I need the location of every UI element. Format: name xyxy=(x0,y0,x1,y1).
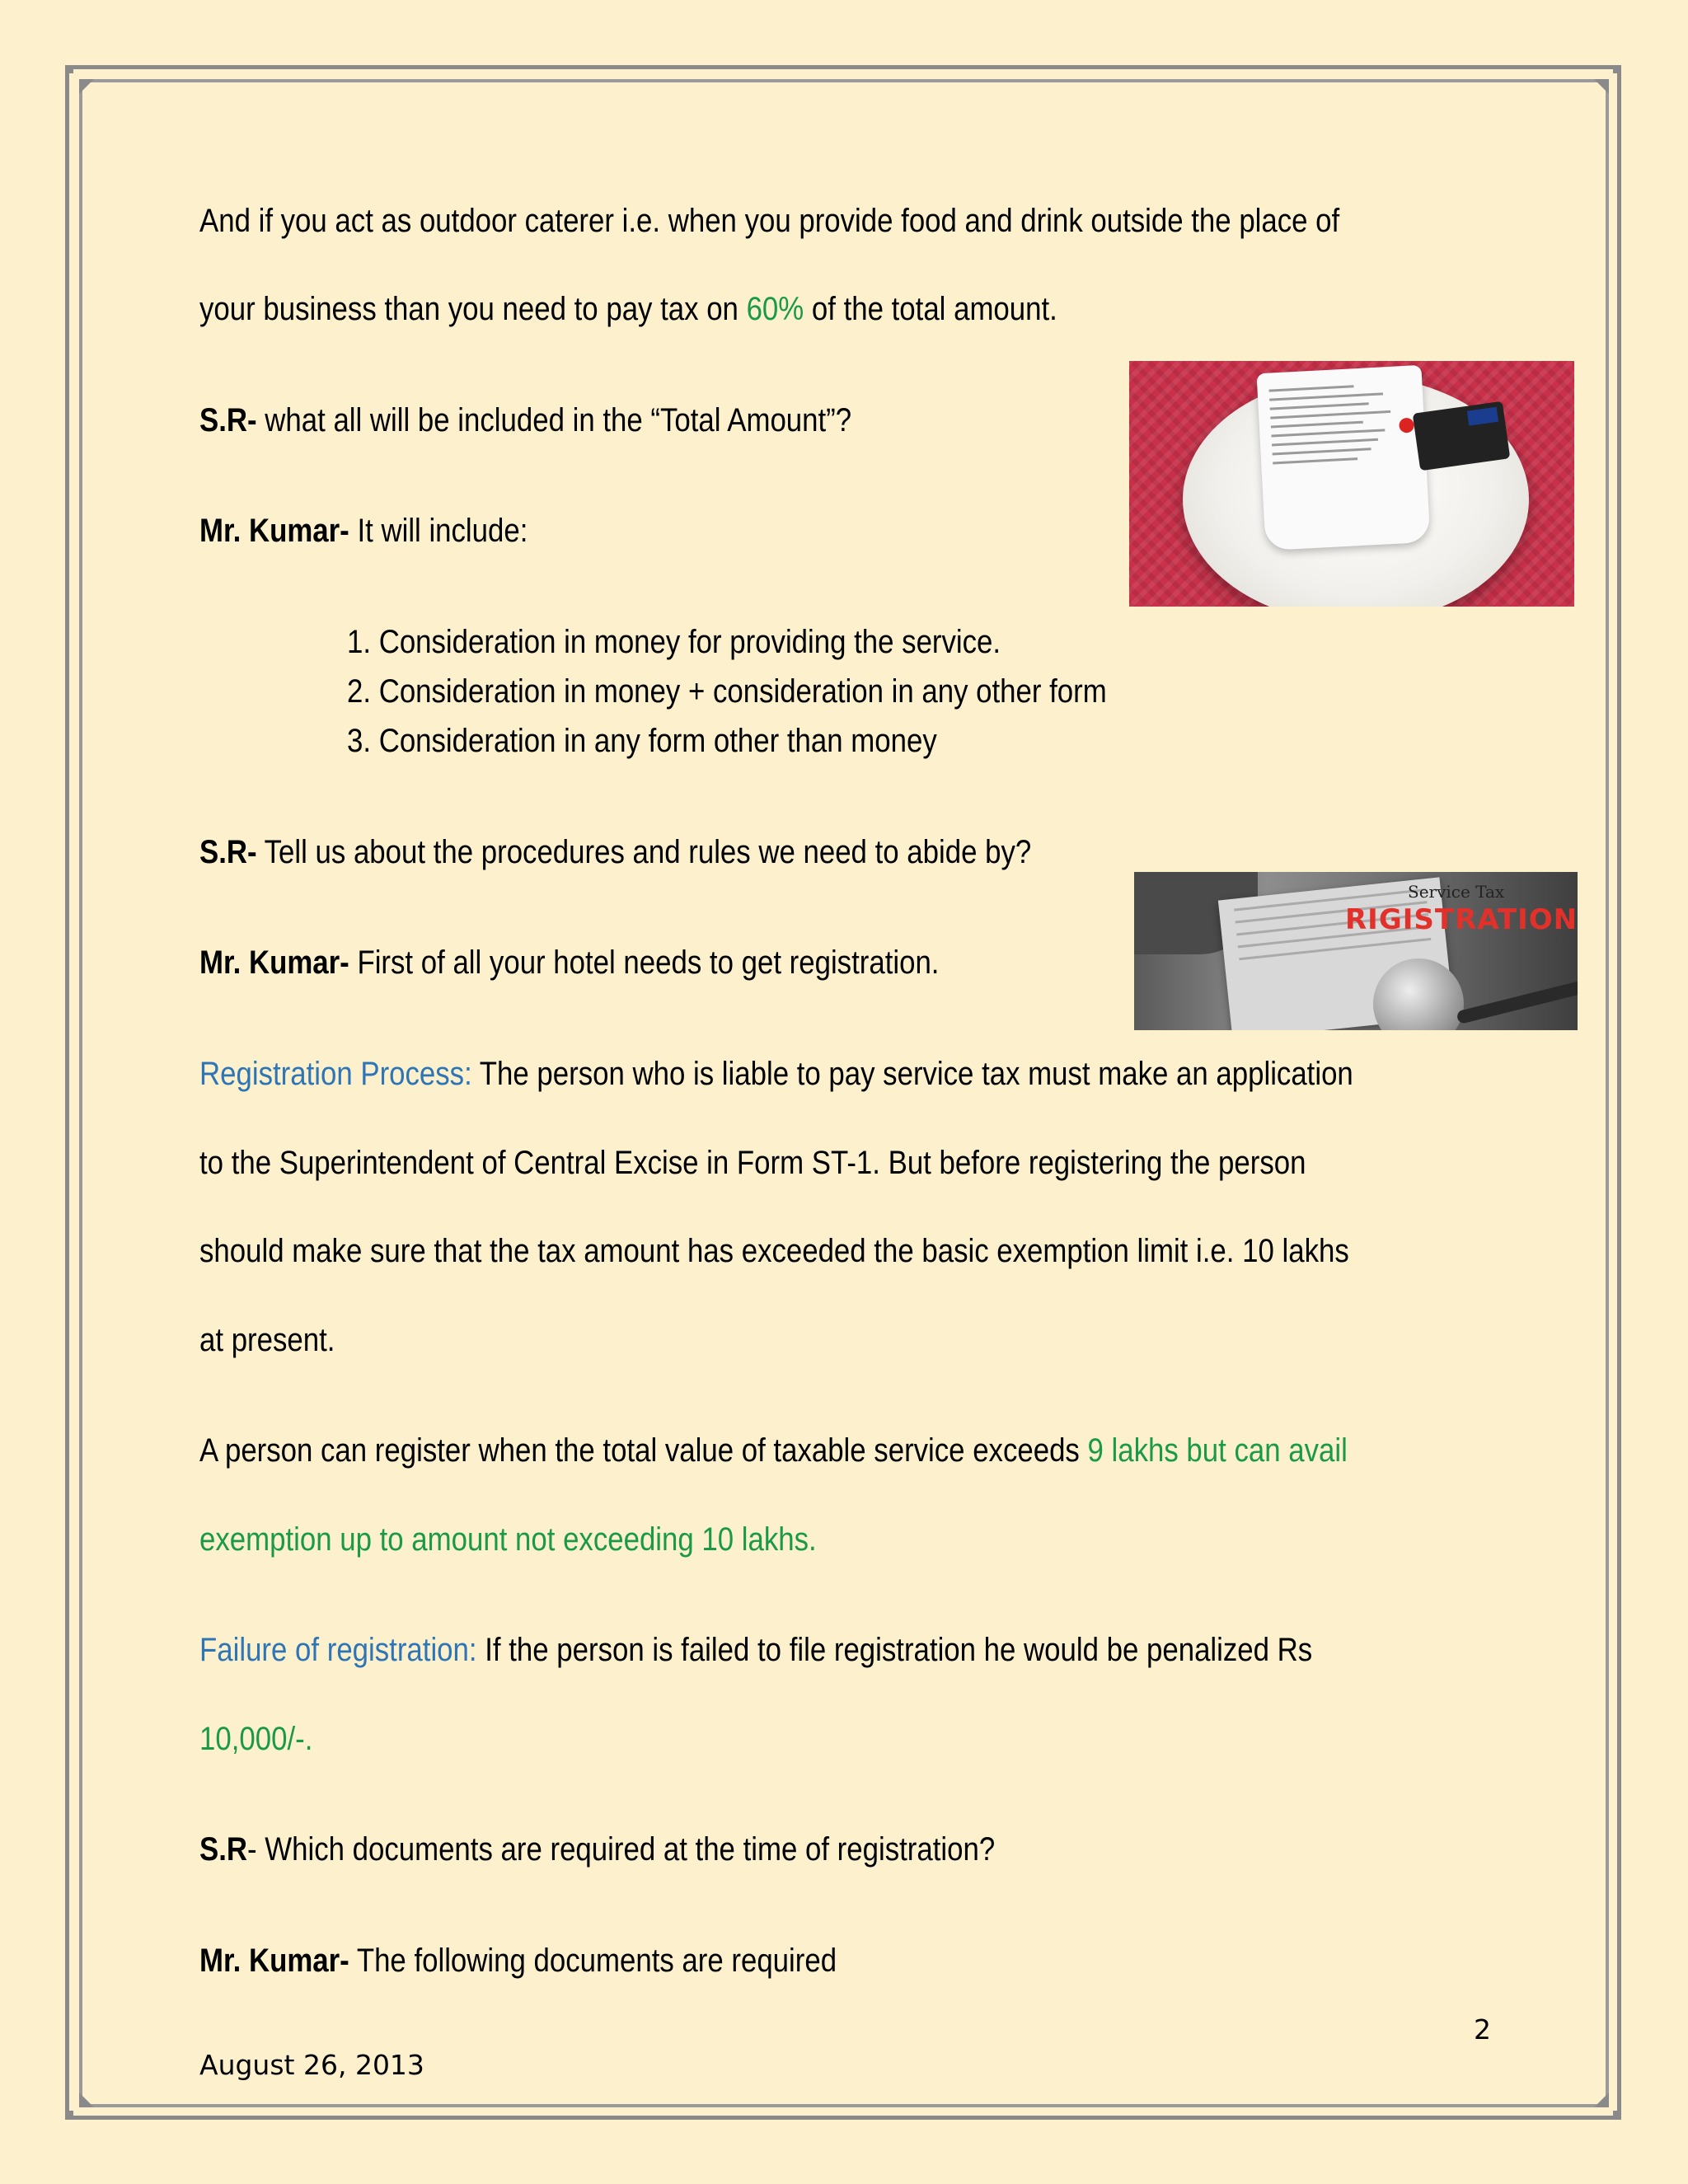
answer-text: First of all your hotel needs to get registration. xyxy=(349,944,940,981)
text: The person who is liable to pay service tax must make an application xyxy=(471,1056,1353,1092)
question-procedures xyxy=(199,832,1031,872)
speaker-label: Mr. Kumar- xyxy=(199,513,349,549)
list-item: 1. Consideration in money for providing the service. xyxy=(347,624,1001,660)
text: of the total amount. xyxy=(804,291,1057,327)
list-item: 3. Consideration in any form other than money xyxy=(347,723,937,759)
speaker-label: S.R xyxy=(199,1831,248,1868)
answer-documents xyxy=(199,1941,837,1980)
question-text: Tell us about the procedures and rules we need to abide by? xyxy=(256,834,1032,870)
question-documents xyxy=(199,1830,995,1869)
pen-shape xyxy=(1456,980,1578,1024)
list-item: 2. Consideration in money + consideration in any other form xyxy=(347,673,1107,710)
registration-process-line4: at present. xyxy=(199,1322,335,1358)
corner-ornament-top-right xyxy=(1594,79,1609,94)
paragraph-outdoor-caterer-line2 xyxy=(199,289,1057,329)
speaker-label: S.R- xyxy=(199,402,257,438)
corner-ornament-bottom-left xyxy=(79,2093,94,2107)
text: A person can register when the total value of taxable service exceeds xyxy=(199,1432,1088,1469)
speaker-label: Mr. Kumar- xyxy=(199,944,349,981)
photo-caption-small: Service Tax xyxy=(1408,882,1505,902)
highlight-text: 9 lakhs but can avail xyxy=(1087,1432,1348,1469)
frame-knob xyxy=(1613,65,1621,73)
receipt-paper xyxy=(1257,365,1431,551)
registration-process-line3: should make sure that the tax amount has exceeded the basic exemption limit i.e. 10 lakhs xyxy=(199,1233,1349,1269)
text: If the person is failed to file registration he would be penalized Rs xyxy=(476,1632,1313,1668)
restaurant-bill-photo xyxy=(1129,361,1574,607)
percentage-highlight: 60% xyxy=(746,291,804,327)
corner-ornament-bottom-right xyxy=(1594,2093,1609,2107)
section-heading: Failure of registration: xyxy=(199,1632,477,1668)
registration-process-line2: to the Superintendent of Central Excise in Form ST-1. But before registering the person xyxy=(199,1145,1306,1181)
photo-caption-large: RIGISTRATION xyxy=(1345,903,1578,936)
text: And if you act as outdoor caterer i.e. when you provide food and drink outside the place of xyxy=(199,203,1340,239)
page-number: 2 xyxy=(1474,2013,1491,2046)
failure-registration-line1 xyxy=(199,1630,1312,1670)
question-total-amount xyxy=(199,401,851,440)
speaker-label: Mr. Kumar- xyxy=(199,1943,349,1979)
paragraph-outdoor-caterer-line1 xyxy=(199,201,1339,241)
service-tax-registration-photo xyxy=(1134,872,1578,1030)
answer-registration xyxy=(199,943,939,982)
frame-knob xyxy=(65,65,73,73)
failure-registration-line2: 10,000/-. xyxy=(199,1721,313,1757)
frame-knob xyxy=(65,2111,73,2119)
text: your business than you need to pay tax on xyxy=(199,291,747,327)
registration-process-line1 xyxy=(199,1054,1353,1094)
answer-text: The following documents are required xyxy=(349,1943,837,1979)
frame-knob xyxy=(1613,2111,1621,2119)
footer-date: August 26, 2013 xyxy=(199,2049,424,2081)
exemption-line1 xyxy=(199,1431,1348,1470)
answer-will-include xyxy=(199,511,528,551)
section-heading: Registration Process: xyxy=(199,1056,472,1092)
corner-ornament-top-left xyxy=(79,79,94,94)
answer-text: It will include: xyxy=(349,513,528,549)
question-text: what all will be included in the “Total Amount”? xyxy=(256,402,852,438)
speaker-label: S.R- xyxy=(199,834,257,870)
question-text: - Which documents are required at the time of registration? xyxy=(247,1831,996,1868)
exemption-line2: exemption up to amount not exceeding 10 lakhs. xyxy=(199,1521,817,1558)
